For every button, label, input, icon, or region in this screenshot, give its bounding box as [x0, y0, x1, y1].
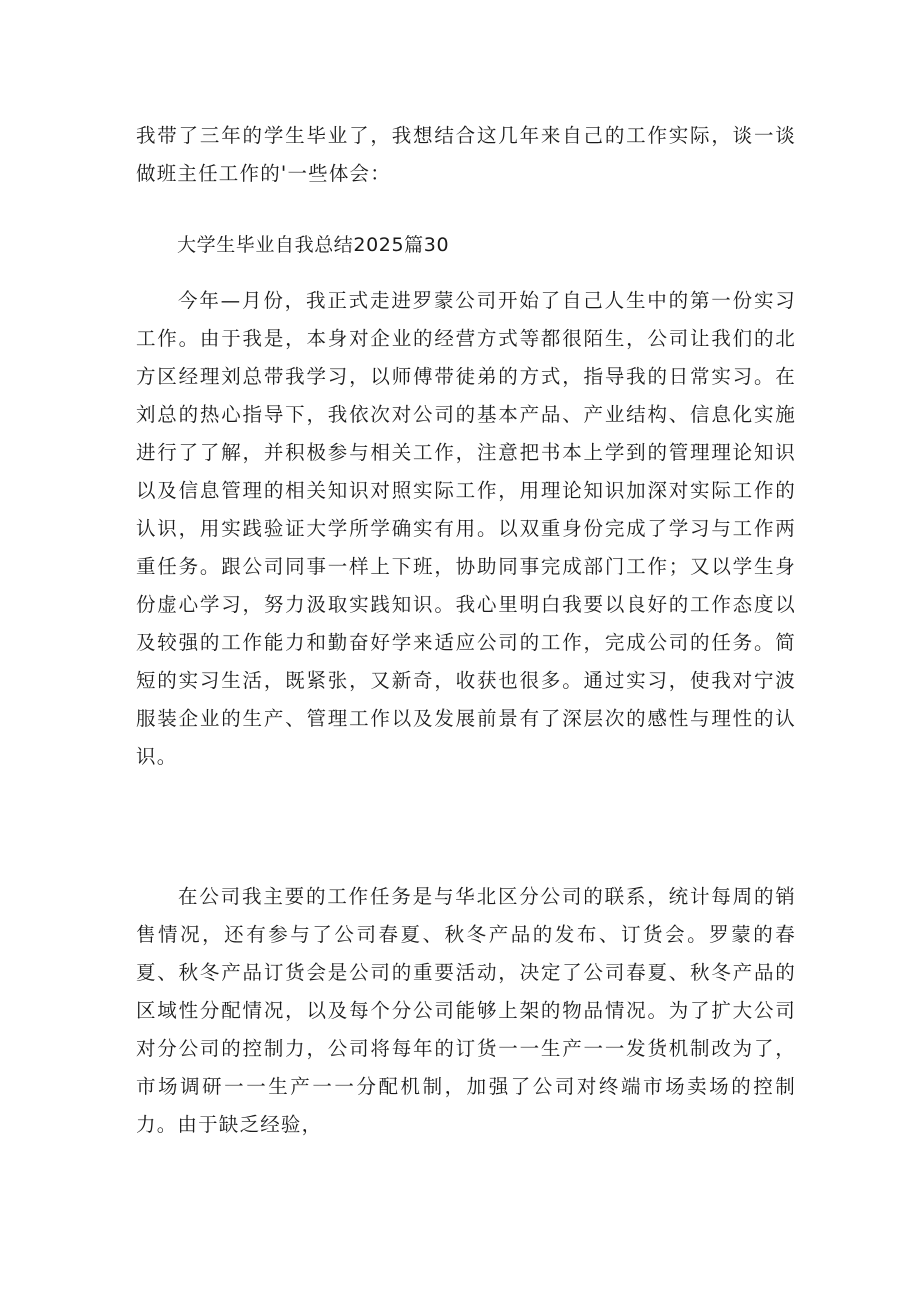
section-title: 大学生毕业自我总结2025篇30: [177, 234, 450, 256]
intro-paragraph: 我带了三年的学生毕业了，我想结合这几年来自己的工作实际，谈一谈做班主任工作的'一些体会：: [136, 124, 796, 185]
body-paragraph: 在公司我主要的工作任务是与华北区分公司的联系，统计每周的销售情况，还有参与了公司春夏、秋冬产品的发布、订货会。罗蒙的春夏、秋冬产品订货会是公司的重要活动，决定了公司春夏、秋冬产品的区域性分配情况，以及每个分公司能够上架的物品情况。为了扩大公司对分公司的控制力，公司将每年的订货一一生产一一发货机制改为了，市场调研一一生产一一分配机制，加强了公司对终端市场卖场的控制力。由于缺乏经验，: [136, 885, 796, 1136]
body-paragraph: 今年—月份，我正式走进罗蒙公司开始了自己人生中的第一份实习工作。由于我是，本身对企业的经营方式等都很陌生，公司让我们的北方区经理刘总带我学习，以师傅带徒弟的方式，指导我的日常实习。在刘总的热心指导下，我依次对公司的基本产品、产业结构、信息化实施进行了了解，并积极参与相关工作，注意把书本上学到的管理理论知识以及信息管理的相关知识对照实际工作，用理论知识加深对实际工作的认识，用实践验证大学所学确实有用。以双重身份完成了学习与工作两重任务。跟公司同事一样上下班，协助同事完成部门工作；又以学生身份虚心学习，努力汲取实践知识。我心里明白我要以良好的工作态度以及较强的工作能力和勤奋好学来适应公司的工作，完成公司的任务。简短的实习生活，既紧张，又新奇，收获也很多。通过实习，使我对宁波服装企业的生产、管理工作以及发展前景有了深层次的感性与理性的认识。: [136, 289, 796, 768]
